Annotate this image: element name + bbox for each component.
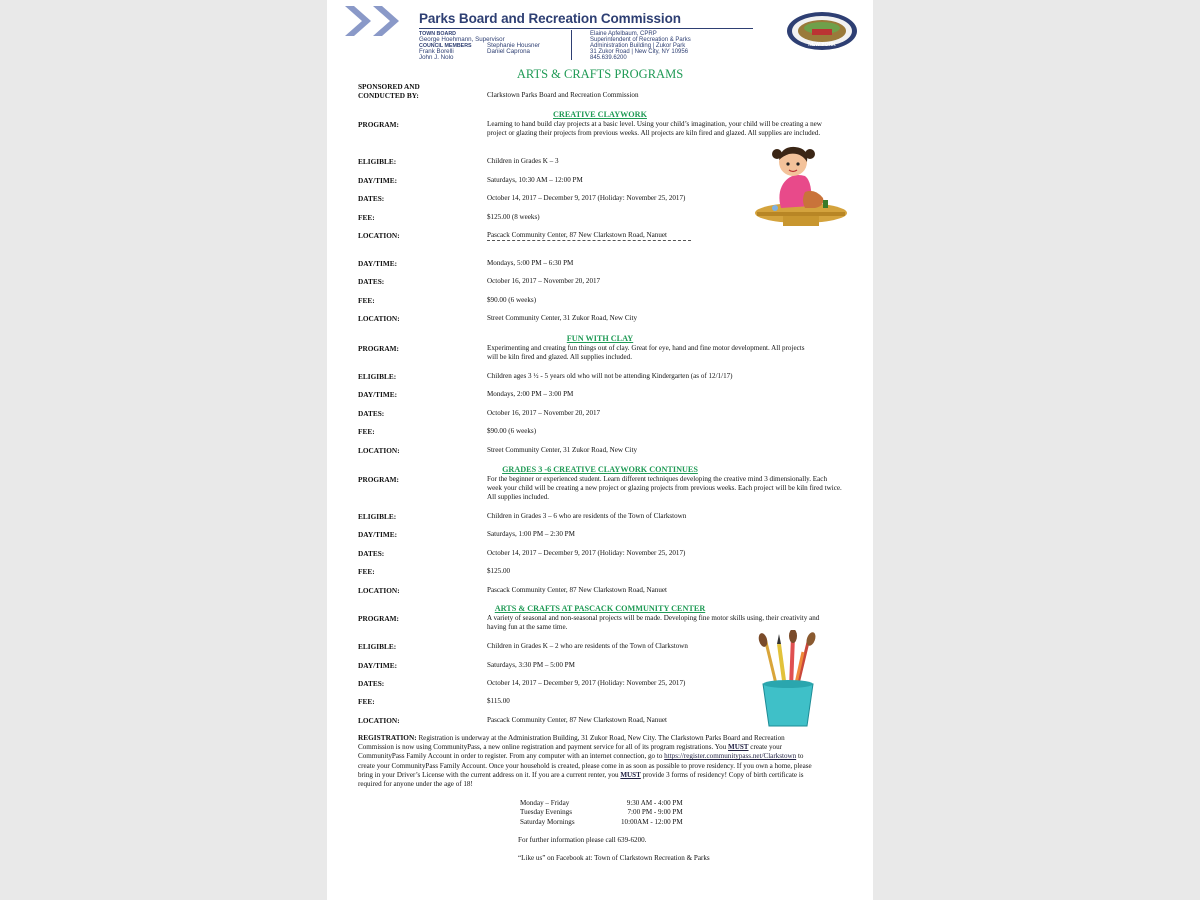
address-line: 31 Zukor Road | New City, NY 10956 [590,49,689,55]
section-heading: CREATIVE CLAYWORK [553,110,647,119]
location-label: LOCATION: [358,716,400,725]
sponsor-label: SPONSORED AND [358,82,420,91]
location-label: LOCATION: [358,586,400,595]
eligible-value: Children in Grades K – 3 [487,157,559,165]
program-label: PROGRAM: [358,344,399,353]
eligible-value: Children in Grades 3 – 6 who are residents of the Town of Clarkstown [487,512,687,520]
fee-label: FEE: [358,427,375,436]
fee-value: $125.00 [487,567,511,575]
council-member: John J. Nolo [419,54,454,61]
fee-label: FEE: [358,296,375,305]
program-description: Learning to hand build clay projects at a basic level. Using your child’s imagination, your child will be creating a new project or glazing their projects from previous weeks. All projects are kiln fired and glazed. All supplies are included. [487,120,822,138]
program-label: PROGRAM: [358,120,399,129]
eligible-value: Children ages 3 ½ - 5 years old who will not be attending Kindergarten (as of 12/1/17) [487,372,733,380]
org-name: Parks Board and Recreation Commission [419,11,681,26]
hours-days [520,799,575,827]
section-heading: GRADES 3 -6 CREATIVE CLAYWORK CONTINUES [502,465,698,474]
daytime-value: Saturdays, 10:30 AM – 12:00 PM [487,176,583,184]
council-label: COUNCIL MEMBERS [419,43,472,49]
council-member: Frank Borelli [419,48,454,55]
daytime-label: DAY/TIME: [358,259,398,268]
registration-text: Registration is underway at the Administration Building, 31 Zukor Road, New City. The Clarkstown Parks Board and Recreation Commission is now using CommunityPass, a new online registration and payment service for all of its program registrations. You [358,734,785,752]
registration-label: REGISTRATION: [358,733,417,742]
dates-value: October 14, 2017 – December 9, 2017 (Holiday: November 25, 2017) [487,679,686,687]
section-separator [487,240,691,241]
program-label: PROGRAM: [358,614,399,623]
program-description: For the beginner or experienced student. Learn different techniques developing the creative mind 3 dimensionally. Each week your child will be creating a new project or glazing projects from previous weeks. Each project will be kiln fired twice. All supplies included. [487,475,842,502]
location-value: Pascack Community Center, 87 New Clarkstown Road, Nanuet [487,231,667,239]
art-supplies-cup-icon [751,630,823,728]
program-label: PROGRAM: [358,475,399,484]
location-label: LOCATION: [358,446,400,455]
council-block-2 [487,43,540,55]
hours-day: Tuesday Evenings [520,808,572,817]
facebook-line: “Like us” on Facebook at: Town of Clarkstown Recreation & Parks [518,854,710,862]
daytime-label: DAY/TIME: [358,530,398,539]
supervisor-name: George Hoehmann, Supervisor [419,36,505,43]
phone: 845.639.6200 [590,55,627,61]
location-label: LOCATION: [358,231,400,240]
daytime-value: Saturdays, 1:00 PM – 2:30 PM [487,530,575,538]
hours-time: 7:00 PM - 9:00 PM [627,808,683,817]
town-board-label: TOWN BOARD [419,31,456,37]
dates-label: DATES: [358,549,385,558]
eligible-label: ELIGIBLE: [358,512,397,521]
header-rule [419,28,753,29]
town-seal-icon [786,11,858,51]
sponsor-label: CONDUCTED BY: [358,91,419,100]
girl-clay-illustration-icon [753,142,849,228]
location-value: Street Community Center, 31 Zukor Road, New City [487,314,638,322]
dates-label: DATES: [358,679,385,688]
hours-times [621,799,683,827]
location-value: Street Community Center, 31 Zukor Road, New City [487,446,638,454]
council-member: Stephanie Housner [487,42,540,49]
registration-text: create your CommunityPass Family Account in order to register. From any computer with an internet connection, go to [358,743,783,761]
hours-time: 9:30 AM - 4:00 PM [626,799,683,807]
hours-day: Saturday Mornings [520,817,575,826]
register-link[interactable]: https://register.communitypass.net/Clarkstown [664,752,797,761]
daytime-label: DAY/TIME: [358,176,398,185]
supt-name: Elaine Apfelbaum, CPRP [590,31,657,37]
eligible-label: ELIGIBLE: [358,372,397,381]
superintendent-block [590,31,691,61]
fee-label: FEE: [358,213,375,222]
dates-value: October 16, 2017 – November 20, 2017 [487,409,601,417]
registration-text: provide 3 forms of residency! Copy of birth certificate is required for anyone under the age of 18! [358,770,804,789]
registration-paragraph [358,733,813,789]
arrow-logo-icon [345,6,407,36]
section-heading: ARTS & CRAFTS AT PASCACK COMMUNITY CENTER [494,604,706,613]
header-divider [571,30,572,60]
daytime-label: DAY/TIME: [358,661,398,670]
sponsor-value: Clarkstown Parks Board and Recreation Commission [487,91,639,99]
dates-label: DATES: [358,194,385,203]
dates-value: October 14, 2017 – December 9, 2017 (Holiday: November 25, 2017) [487,194,686,202]
fee-value: $115.00 [487,697,510,705]
document-title: ARTS & CRAFTS PROGRAMS [516,67,684,81]
section-heading: FUN WITH CLAY [566,334,634,343]
fee-value: $125.00 (8 weeks) [487,213,540,221]
program-description: Experimenting and creating fun things out of clay. Great for eye, hand and fine motor development. All projects will be kiln fired and glazed. All supplies included. [487,344,805,362]
council-member: Daniel Caprona [487,48,530,55]
dates-value: October 16, 2017 – November 20, 2017 [487,277,601,285]
dates-label: DATES: [358,277,385,286]
location-value: Pascack Community Center, 87 New Clarkstown Road, Nanuet [487,716,667,724]
location-label: LOCATION: [358,314,400,323]
address-line: Administration Building | Zukor Park [590,43,686,49]
daytime-value: Saturdays, 3:30 PM – 5:00 PM [487,661,575,669]
dates-value: October 14, 2017 – December 9, 2017 (Holiday: November 25, 2017) [487,549,686,557]
flyer-page [327,0,873,900]
must-emphasis: MUST [620,770,641,779]
daytime-value: Mondays, 5:00 PM – 6:30 PM [487,259,574,267]
seal-text: NEW YORK [808,42,836,48]
location-value: Pascack Community Center, 87 New Clarkstown Road, Nanuet [487,586,667,594]
eligible-label: ELIGIBLE: [358,642,397,651]
fee-value: $90.00 (6 weeks) [487,427,537,435]
must-emphasis: MUST [728,743,749,752]
eligible-label: ELIGIBLE: [358,157,397,166]
supt-title: Superintendent of Recreation & Parks [590,37,691,43]
fee-label: FEE: [358,697,375,706]
daytime-label: DAY/TIME: [358,390,398,399]
hours-time: 10:00AM - 12:00 PM [621,817,683,826]
eligible-value: Children in Grades K – 2 who are residents of the Town of Clarkstown [487,642,688,650]
fee-label: FEE: [358,567,375,576]
registration-text: to create your CommunityPass Family Account. Once your household is created, please come in as soon as possible to prove residency. If you own a home, please bring in your Driver’s License with the current address on it. If you are a current renter, you [358,752,812,779]
info-line: For further information please call 639-6200. [518,836,647,844]
dates-label: DATES: [358,409,385,418]
hours-day: Monday – Friday [520,799,570,807]
fee-value: $90.00 (6 weeks) [487,296,537,304]
program-description: A variety of seasonal and non-seasonal projects will be made. Developing fine motor skills using, their creativity and having fun at the same time. [487,614,820,632]
daytime-value: Mondays, 2:00 PM – 3:00 PM [487,390,574,398]
